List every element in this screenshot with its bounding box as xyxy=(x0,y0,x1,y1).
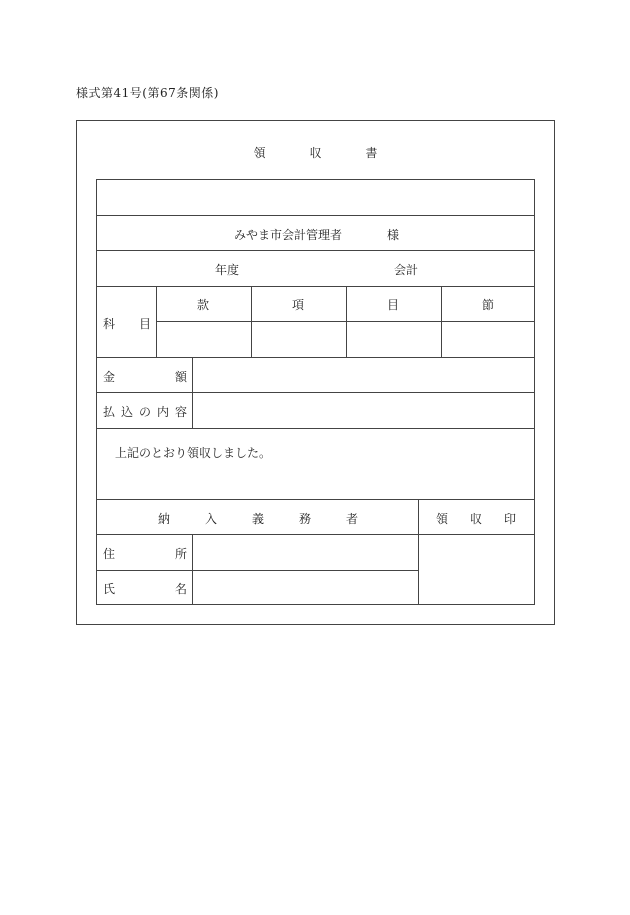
fiscal-year-label: 年度 xyxy=(215,263,240,277)
name-field[interactable] xyxy=(193,571,418,605)
row-divider xyxy=(97,428,535,429)
form-number: 様式第41号(第67条関係) xyxy=(76,86,219,100)
subject-col-setsu: 節 xyxy=(482,298,495,312)
payer-header-char: 義 xyxy=(251,512,264,526)
name-label xyxy=(103,580,187,597)
payer-header-char: 務 xyxy=(298,512,311,526)
seal-area[interactable] xyxy=(419,535,535,605)
title-char-3: 書 xyxy=(365,146,378,160)
name-label-char: 氏 xyxy=(103,582,116,596)
subject-kou-field[interactable] xyxy=(252,322,346,357)
subject-label xyxy=(103,315,151,332)
amount-field[interactable] xyxy=(193,358,535,392)
account-label: 会計 xyxy=(394,263,419,277)
subject-kan-field[interactable] xyxy=(157,322,251,357)
seal-header-char: 領 xyxy=(436,512,449,526)
payment-content-label-char: 内 xyxy=(156,405,169,419)
receipt-table xyxy=(96,179,535,605)
title-char-2: 収 xyxy=(309,146,322,160)
name-label-char: 名 xyxy=(174,582,187,596)
payer-header-char: 入 xyxy=(204,512,217,526)
row-divider xyxy=(97,215,535,216)
seal-header-char: 収 xyxy=(469,512,482,526)
payment-content-label-char: 容 xyxy=(174,405,187,419)
seal-header xyxy=(436,510,516,527)
payment-content-label-char: 払 xyxy=(103,405,116,419)
amount-label-char: 金 xyxy=(103,370,116,384)
subject-moku-field[interactable] xyxy=(347,322,441,357)
address-field[interactable] xyxy=(193,535,418,570)
subject-label-char: 目 xyxy=(138,317,151,331)
payment-content-label xyxy=(103,403,187,420)
row-divider xyxy=(97,250,535,251)
title-char-1: 領 xyxy=(253,146,266,160)
payee-honorific: 様 xyxy=(387,228,400,242)
blank-row[interactable] xyxy=(97,180,535,215)
address-label-char: 住 xyxy=(103,547,116,561)
subject-label-char: 科 xyxy=(103,317,116,331)
address-label-char: 所 xyxy=(174,547,187,561)
subject-setsu-field[interactable] xyxy=(442,322,535,357)
document-title xyxy=(77,144,554,161)
payee-name: みやま市会計管理者 xyxy=(234,228,343,242)
address-label xyxy=(103,545,187,562)
subject-col-kan: 款 xyxy=(197,298,210,312)
subject-col-moku: 目 xyxy=(387,298,400,312)
seal-header-char: 印 xyxy=(503,512,516,526)
payment-content-label-char: の xyxy=(138,405,151,419)
row-divider xyxy=(97,499,535,500)
amount-label-char: 額 xyxy=(174,370,187,384)
subject-col-kou: 項 xyxy=(292,298,305,312)
payer-header-char: 者 xyxy=(345,512,358,526)
row-divider xyxy=(97,286,535,287)
amount-label xyxy=(103,368,187,385)
payer-header-char: 納 xyxy=(158,512,171,526)
payment-content-label-char: 込 xyxy=(120,405,133,419)
payer-header xyxy=(158,510,358,527)
receipt-statement: 上記のとおり領収しました。 xyxy=(115,446,272,460)
payment-content-field[interactable] xyxy=(193,393,535,428)
